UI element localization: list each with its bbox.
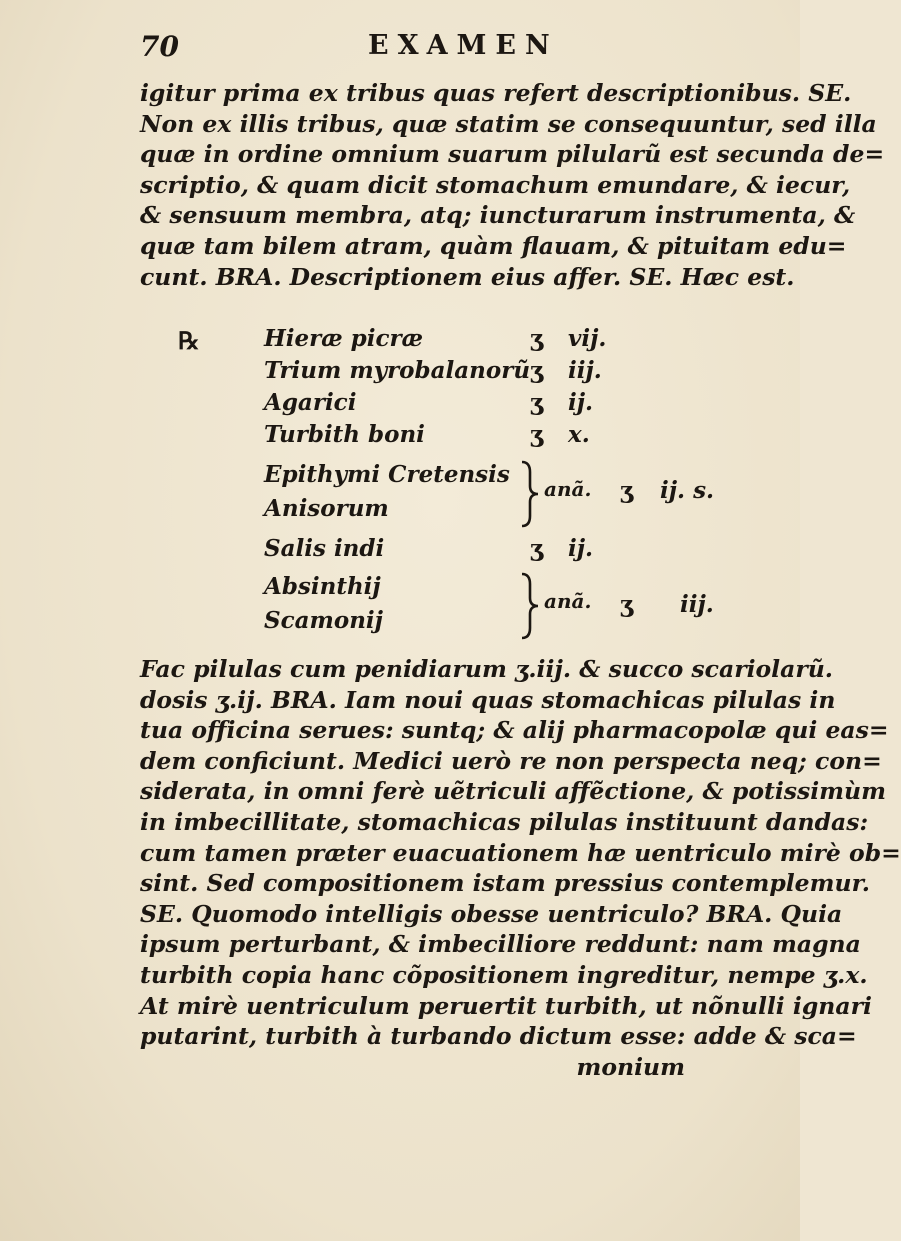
text-line: scriptio, & quam dicit stomachum emundare, & iecur, xyxy=(140,170,851,199)
group-qty: iij. xyxy=(680,591,714,618)
intro-paragraph xyxy=(140,78,885,292)
text-line: Non ex illis tribus, quæ statim se consequuntur, sed illa xyxy=(140,109,877,138)
text-line: quæ tam bilem atram, quàm flauam, & pituitam edu= xyxy=(140,231,847,260)
text-line: siderata, in omni ferè uẽtriculi affẽctione, & potissimùm xyxy=(140,777,886,806)
body-paragraph xyxy=(140,654,901,1082)
recipe-symbol: ℞ xyxy=(178,326,200,355)
ingredient-name: Epithymi Cretensis xyxy=(264,461,510,488)
ana-label: anã. xyxy=(544,589,592,613)
text-line: quæ in ordine omnium suarum pilularũ est secunda de= xyxy=(140,140,885,169)
text-line: igitur prima ex tribus quas refert descriptionibus. SE. xyxy=(140,79,852,107)
ingredient-name: Agarici xyxy=(264,389,357,416)
page-number: 70 xyxy=(140,30,179,63)
brace-symbol xyxy=(520,570,542,642)
ingredient-name: Salis indi xyxy=(264,535,385,562)
recipe-block xyxy=(140,324,725,644)
group-qty: ij. s. xyxy=(660,477,715,504)
text-line: SE. Quomodo intelligis obesse uentriculo? BRA. Quia xyxy=(140,899,843,928)
ingredient-qty: iij. xyxy=(568,357,602,384)
ingredient-name: Anisorum xyxy=(264,495,389,522)
ingredient-qty: ij. xyxy=(568,535,594,562)
ingredient-name: Absinthij xyxy=(264,573,381,600)
text-line: putarint, turbith à turbando dictum esse: adde & sca= xyxy=(140,1022,857,1051)
ingredient-name: Hieræ picræ xyxy=(264,325,424,352)
text-line: ipsum perturbant, & imbecilliore reddunt: nam magna xyxy=(140,930,861,959)
unit-symbol: ʒ xyxy=(620,591,634,618)
unit-symbol: ʒ xyxy=(530,325,544,352)
ingredient-name: Trium myrobalanorũ xyxy=(264,357,531,384)
ingredient-qty: vij. xyxy=(568,325,607,352)
text-line: sint. Sed compositionem istam pressius contemplemur. xyxy=(140,869,870,898)
catchword: monium xyxy=(576,1052,685,1081)
unit-symbol: ʒ xyxy=(530,357,544,384)
unit-symbol: ʒ xyxy=(530,421,544,448)
page-header xyxy=(140,26,700,70)
text-line: At mirè uentriculum peruertit turbith, ut nõnulli ignari xyxy=(140,991,872,1020)
text-line: cum tamen præter euacuationem hæ uentriculo mirè ob= xyxy=(140,838,901,867)
text-line: dem conficiunt. Medici uerò re non perspecta neq; con= xyxy=(140,746,882,775)
running-title: EXAMEN xyxy=(368,30,559,61)
unit-symbol: ʒ xyxy=(620,477,634,504)
text-line: cunt. BRA. Descriptionem eius affer. SE. Hæc est. xyxy=(140,262,795,291)
ana-label: anã. xyxy=(544,477,592,501)
brace-symbol xyxy=(520,458,542,530)
text-line: dosis ʒ.ij. BRA. Iam noui quas stomachicas pilulas in xyxy=(140,685,836,714)
ingredient-qty: ij. xyxy=(568,389,594,416)
ingredient-name: Scamonij xyxy=(264,607,383,634)
text-line: & sensuum membra, atq; iuncturarum instrumenta, & xyxy=(140,201,856,230)
text-line: in imbecillitate, stomachicas pilulas instituunt dandas: xyxy=(140,807,869,836)
text-line: turbith copia hanc cõpositionem ingreditur, nempe ʒ.x. xyxy=(140,960,868,989)
text-line: tua officina serues: suntq; & alij pharmacopolæ qui eas= xyxy=(140,716,889,745)
text-line: Fac pilulas cum penidiarum ʒ.iij. & succo scariolarũ. xyxy=(140,655,833,683)
unit-symbol: ʒ xyxy=(530,389,544,416)
ingredient-qty: x. xyxy=(568,421,590,448)
unit-symbol: ʒ xyxy=(530,535,544,562)
ingredient-name: Turbith boni xyxy=(264,421,425,448)
